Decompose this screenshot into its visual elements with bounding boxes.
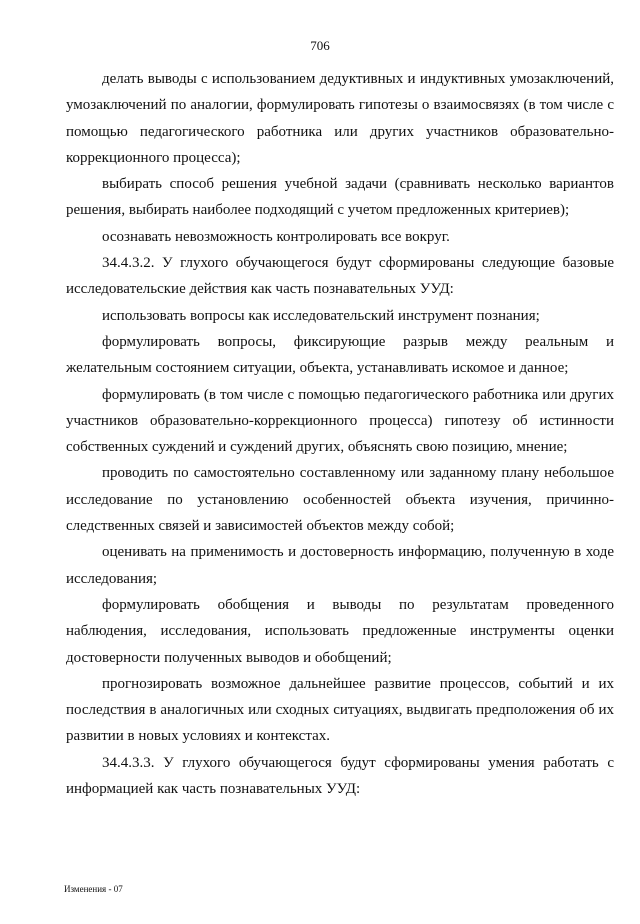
footer-revision-note: Изменения - 07 [64, 884, 123, 894]
paragraph: выбирать способ решения учебной задачи (сравнивать несколько вариантов решения, выбирать наиболее подходящий с учетом предложенных критериев); [66, 176, 614, 219]
paragraph: прогнозировать возможное дальнейшее развитие процессов, событий и их последствия в аналогичных или сходных ситуациях, выдвигать предположения об их развитии в новых условиях и контекстах. [66, 675, 614, 745]
section-paragraph: 34.4.3.3. У глухого обучающегося будут сформированы умения работать с информацией как часть познавательных УУД: [66, 754, 614, 798]
page-number: 706 [310, 38, 330, 53]
paragraph: использовать вопросы как исследовательский инструмент познания; [102, 307, 540, 324]
paragraph: формулировать вопросы, фиксирующие разрыв между реальным и желательным состоянием ситуации, объекта, устанавливать искомое и данное; [66, 333, 614, 377]
paragraph: осознавать невозможность контролировать все вокруг. [102, 228, 450, 245]
paragraph: оценивать на применимость и достоверность информацию, полученную в ходе исследования; [66, 544, 614, 587]
paragraph: формулировать (в том числе с помощью педагогического работника или других участников образовательно-коррекционного процесса) гипотезу об истинности собственных суждений и суждений других, объяснять свою позицию, мнение; [66, 386, 614, 456]
paragraph: делать выводы с использованием дедуктивных и индуктивных умозаключений, умозаключений по аналогии, формулировать гипотезы о взаимосвязях (в том числе с помощью педагогического работника или других участников образовательно-коррекционного процесса); [66, 71, 614, 166]
paragraph: формулировать обобщения и выводы по результатам проведенного наблюдения, исследования, использовать предложенные инструменты оценки достоверности полученных выводов и обобщений; [66, 596, 614, 666]
document-body [66, 66, 614, 802]
section-paragraph: 34.4.3.2. У глухого обучающегося будут сформированы следующие базовые исследовательские действия как часть познавательных УУД: [66, 255, 614, 298]
paragraph: проводить по самостоятельно составленному или заданному плану небольшое исследование по установлению особенностей объекта изучения, причинно-следственных связей и зависимостей объектов между собой; [66, 465, 614, 535]
